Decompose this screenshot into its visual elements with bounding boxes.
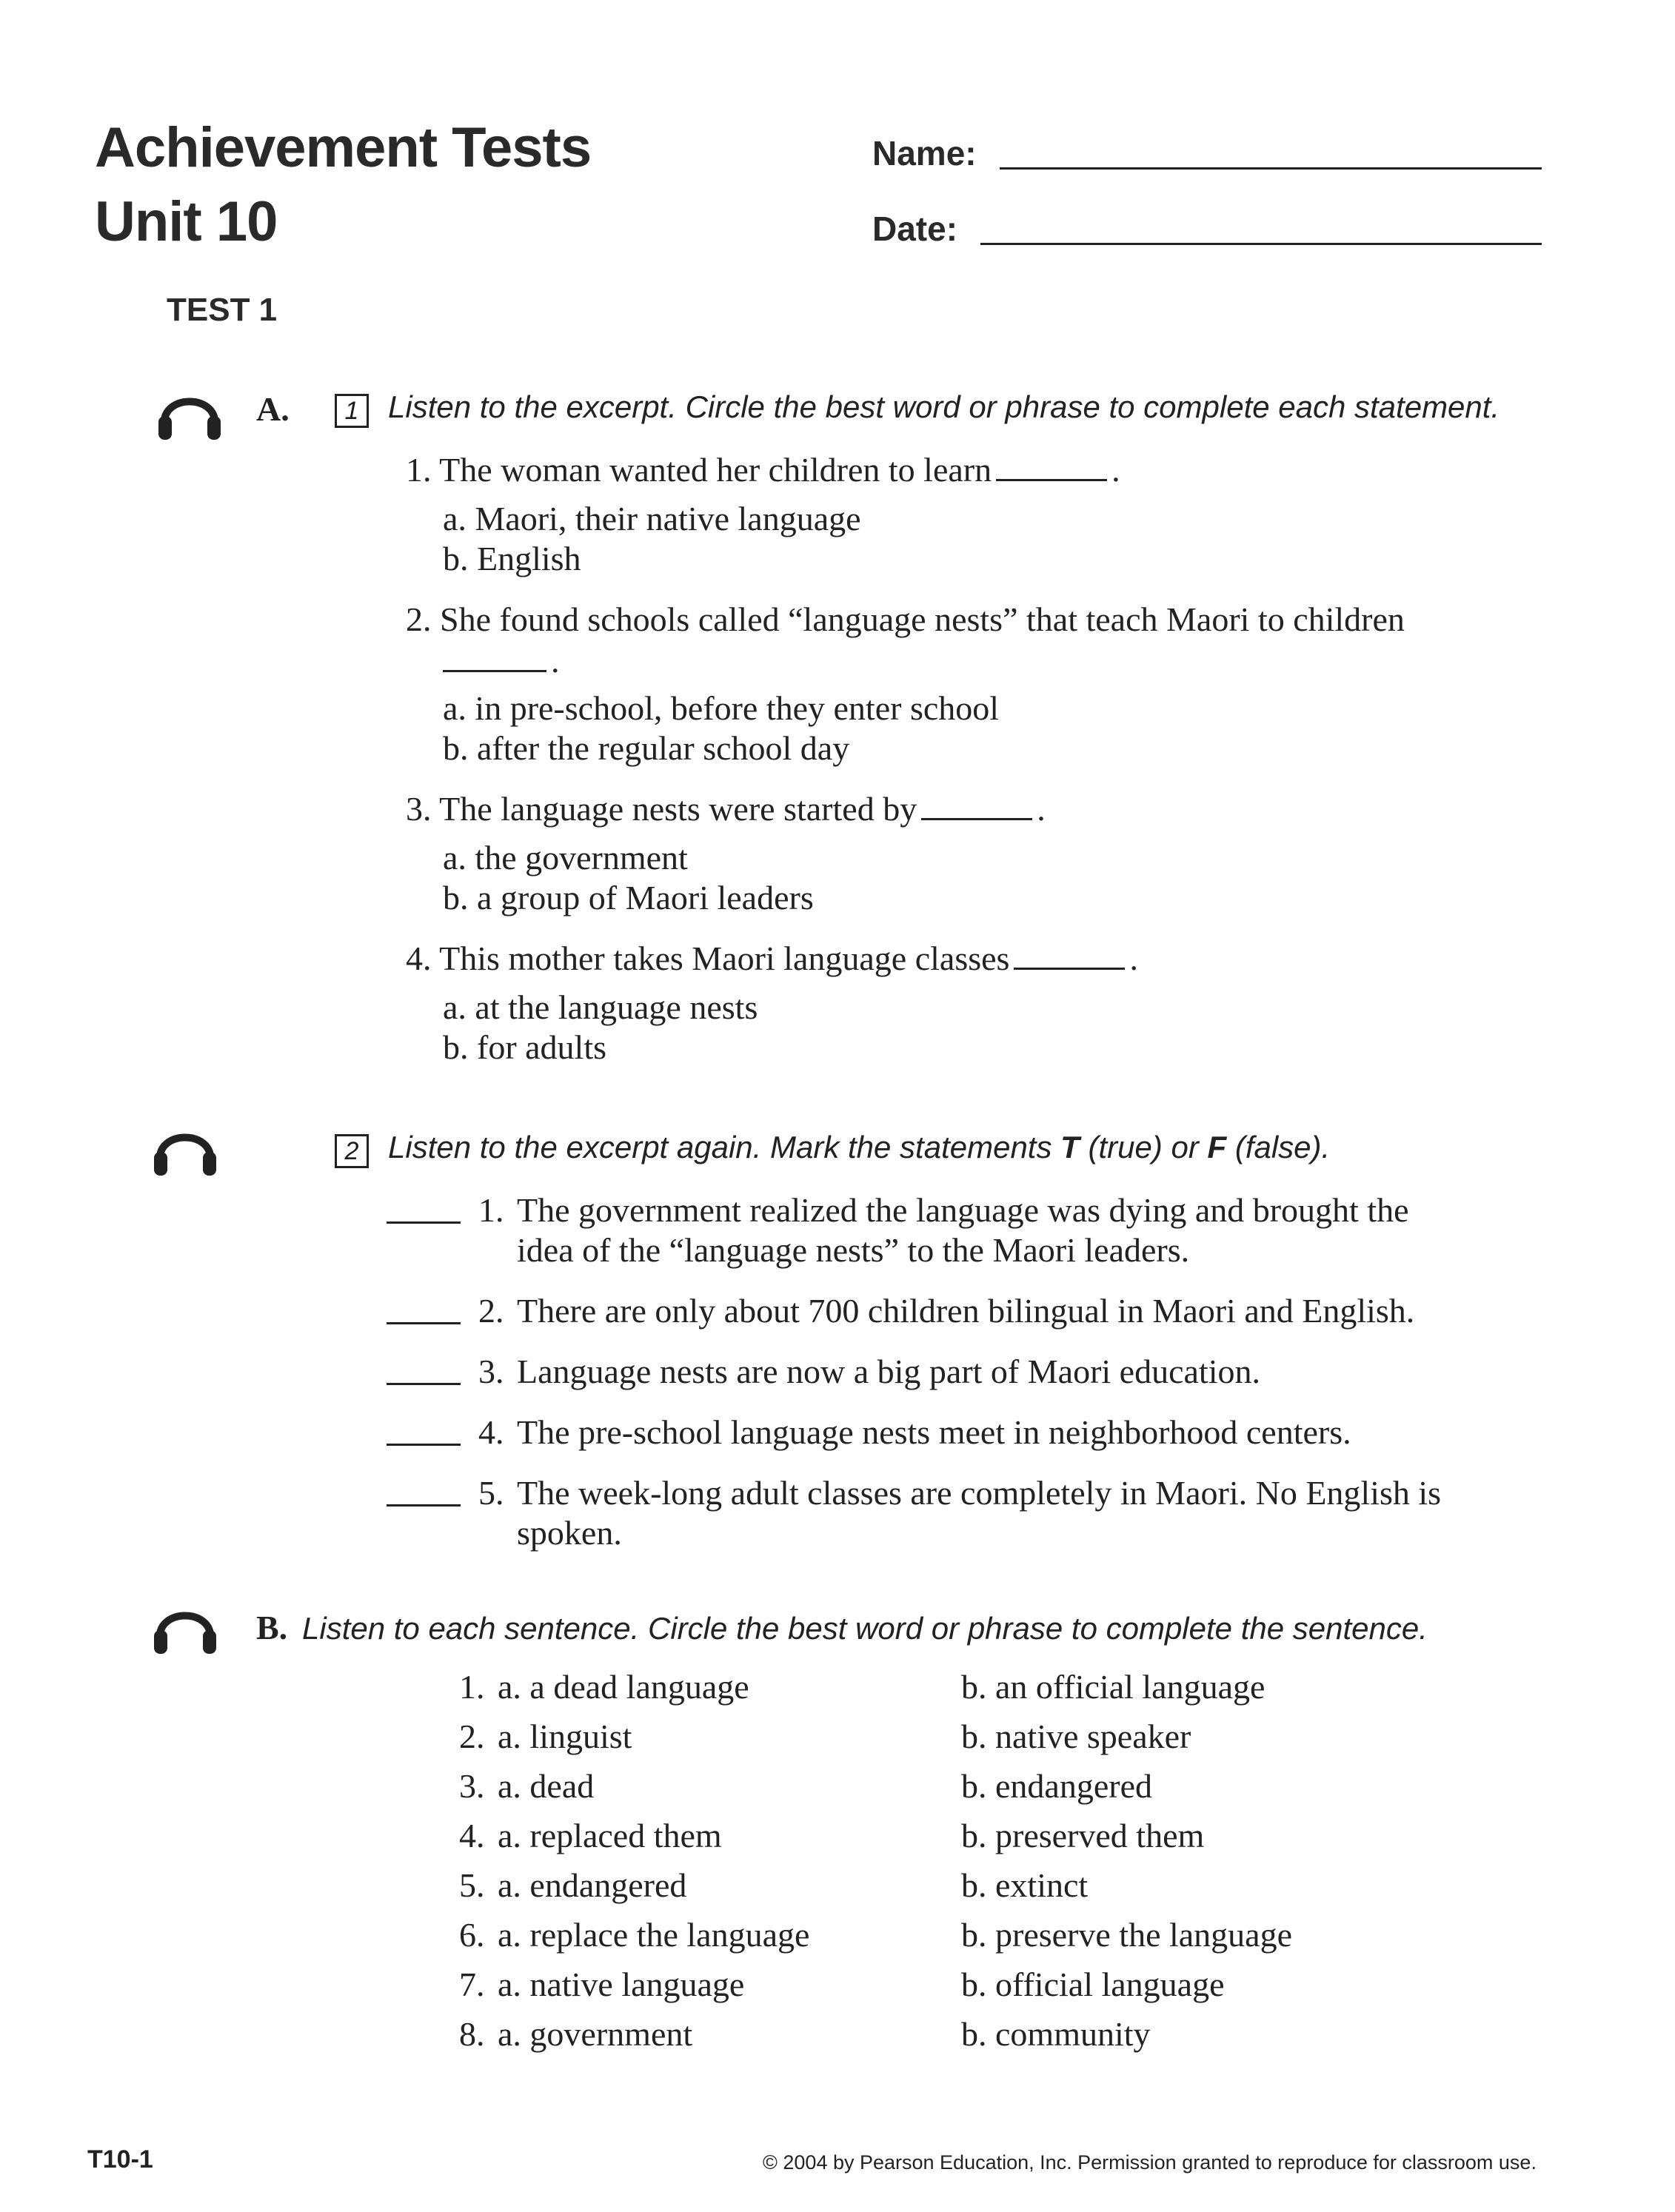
- date-field[interactable]: [980, 243, 1542, 245]
- list-item: [459, 1866, 1422, 1915]
- page-title-line1: Achievement Tests: [95, 116, 592, 179]
- tf-answer-blank[interactable]: [387, 1221, 461, 1224]
- answer-option-b[interactable]: b. native speaker: [961, 1717, 1191, 1755]
- name-field[interactable]: [1000, 167, 1542, 170]
- answer-option[interactable]: a. the government: [443, 839, 688, 877]
- section-a-letter: A.: [256, 390, 290, 428]
- tf-statement: The week-long adult classes are completely in Maori. No English is: [517, 1474, 1442, 1512]
- answer-option[interactable]: b. for adults: [443, 1028, 607, 1066]
- answer-option-b[interactable]: b. preserved them: [961, 1817, 1205, 1854]
- answer-option-b[interactable]: b. official language: [961, 1965, 1225, 2003]
- answer-option-b[interactable]: b. extinct: [961, 1866, 1089, 1904]
- answer-option-b[interactable]: b. endangered: [961, 1767, 1152, 1805]
- tf-statement-number: 2.: [478, 1292, 504, 1330]
- section-b-instruction: Listen to each sentence. Circle the best word or phrase to complete the sentence.: [302, 1611, 1428, 1646]
- tf-statement: The pre-school language nests meet in neighborhood centers.: [517, 1413, 1351, 1451]
- headphones-icon: [154, 379, 225, 446]
- headphones-icon: [150, 1593, 221, 1660]
- list-item: [459, 2014, 1422, 2064]
- question-stem: 1. The woman wanted her children to learn .: [406, 451, 1120, 489]
- tf-statement-number: 1.: [478, 1191, 504, 1229]
- answer-blank: [1014, 968, 1125, 970]
- date-label: Date:: [872, 210, 958, 248]
- list-item: [459, 1766, 1422, 1816]
- list-item: [459, 1965, 1422, 2014]
- answer-option-b[interactable]: b. an official language: [961, 1668, 1266, 1706]
- answer-option[interactable]: a. in pre-school, before they enter school: [443, 689, 1000, 727]
- item-number: 6.: [459, 1916, 485, 1954]
- tf-answer-blank[interactable]: [387, 1504, 461, 1506]
- answer-option-a[interactable]: a. dead: [498, 1767, 595, 1805]
- tf-statement-continued: spoken.: [517, 1514, 622, 1552]
- tf-answer-blank[interactable]: [387, 1322, 461, 1324]
- answer-option-a[interactable]: a. government: [498, 2015, 693, 2053]
- section-b-items: [459, 1667, 1422, 2064]
- answer-option-a[interactable]: a. linguist: [498, 1717, 632, 1755]
- tf-statement: The government realized the language was dying and brought the: [517, 1191, 1409, 1229]
- headphones-icon: [150, 1115, 221, 1182]
- answer-option[interactable]: a. Maori, their native language: [443, 500, 861, 537]
- answer-option-a[interactable]: a. a dead language: [498, 1668, 749, 1706]
- tf-answer-blank[interactable]: [387, 1383, 461, 1385]
- answer-blank: [996, 479, 1107, 481]
- section-b-letter: B.: [256, 1609, 288, 1646]
- answer-option[interactable]: b. after the regular school day: [443, 729, 850, 767]
- answer-option-a[interactable]: a. replace the language: [498, 1916, 810, 1954]
- list-item: [459, 1816, 1422, 1866]
- answer-option-b[interactable]: b. preserve the language: [961, 1916, 1293, 1954]
- item-number: 2.: [459, 1717, 485, 1755]
- tf-statement: Language nests are now a big part of Maori education.: [517, 1353, 1260, 1390]
- answer-option[interactable]: b. English: [443, 540, 581, 577]
- answer-blank: [921, 818, 1032, 820]
- question-stem: 4. This mother takes Maori language classes .: [406, 939, 1138, 977]
- tf-statement-number: 4.: [478, 1413, 504, 1451]
- copyright-notice: © 2004 by Pearson Education, Inc. Permission granted to reproduce for classroom use.: [763, 2151, 1537, 2174]
- question-stem: 3. The language nests were started by .: [406, 790, 1046, 828]
- list-item: [459, 1915, 1422, 1965]
- tf-statement: There are only about 700 children bilingual in Maori and English.: [517, 1292, 1415, 1330]
- question-stem-continued: .: [443, 641, 560, 681]
- question-stem: 2. She found schools called “language nests” that teach Maori to children: [406, 600, 1405, 638]
- answer-option[interactable]: b. a group of Maori leaders: [443, 879, 814, 916]
- list-item: [459, 1717, 1422, 1766]
- item-number: 1.: [459, 1668, 485, 1706]
- item-number: 3.: [459, 1767, 485, 1805]
- section-a-part2-instruction: Listen to the excerpt again. Mark the statements T (true) or F (false).: [388, 1130, 1331, 1164]
- item-number: 4.: [459, 1817, 485, 1854]
- answer-option[interactable]: a. at the language nests: [443, 988, 758, 1026]
- excerpt-number-box: 2: [335, 1134, 369, 1168]
- tf-statement-number: 3.: [478, 1353, 504, 1390]
- answer-option-a[interactable]: a. replaced them: [498, 1817, 722, 1854]
- page-title-line2: Unit 10: [95, 190, 278, 253]
- item-number: 7.: [459, 1965, 485, 2003]
- answer-blank: [443, 670, 546, 672]
- item-number: 8.: [459, 2015, 485, 2053]
- answer-option-a[interactable]: a. endangered: [498, 1866, 687, 1904]
- tf-answer-blank[interactable]: [387, 1444, 461, 1446]
- item-number: 5.: [459, 1866, 485, 1904]
- name-label: Name:: [872, 134, 977, 172]
- page-number: T10-1: [87, 2145, 153, 2174]
- tf-statement-continued: idea of the “language nests” to the Maori leaders.: [517, 1231, 1190, 1269]
- tf-statement-number: 5.: [478, 1474, 504, 1512]
- list-item: [459, 1667, 1422, 1717]
- answer-option-b[interactable]: b. community: [961, 2015, 1151, 2053]
- test-label: TEST 1: [167, 292, 278, 328]
- section-a-part1-instruction: Listen to the excerpt. Circle the best word or phrase to complete each statement.: [388, 389, 1500, 424]
- excerpt-number-box: 1: [335, 394, 369, 428]
- answer-option-a[interactable]: a. native language: [498, 1965, 745, 2003]
